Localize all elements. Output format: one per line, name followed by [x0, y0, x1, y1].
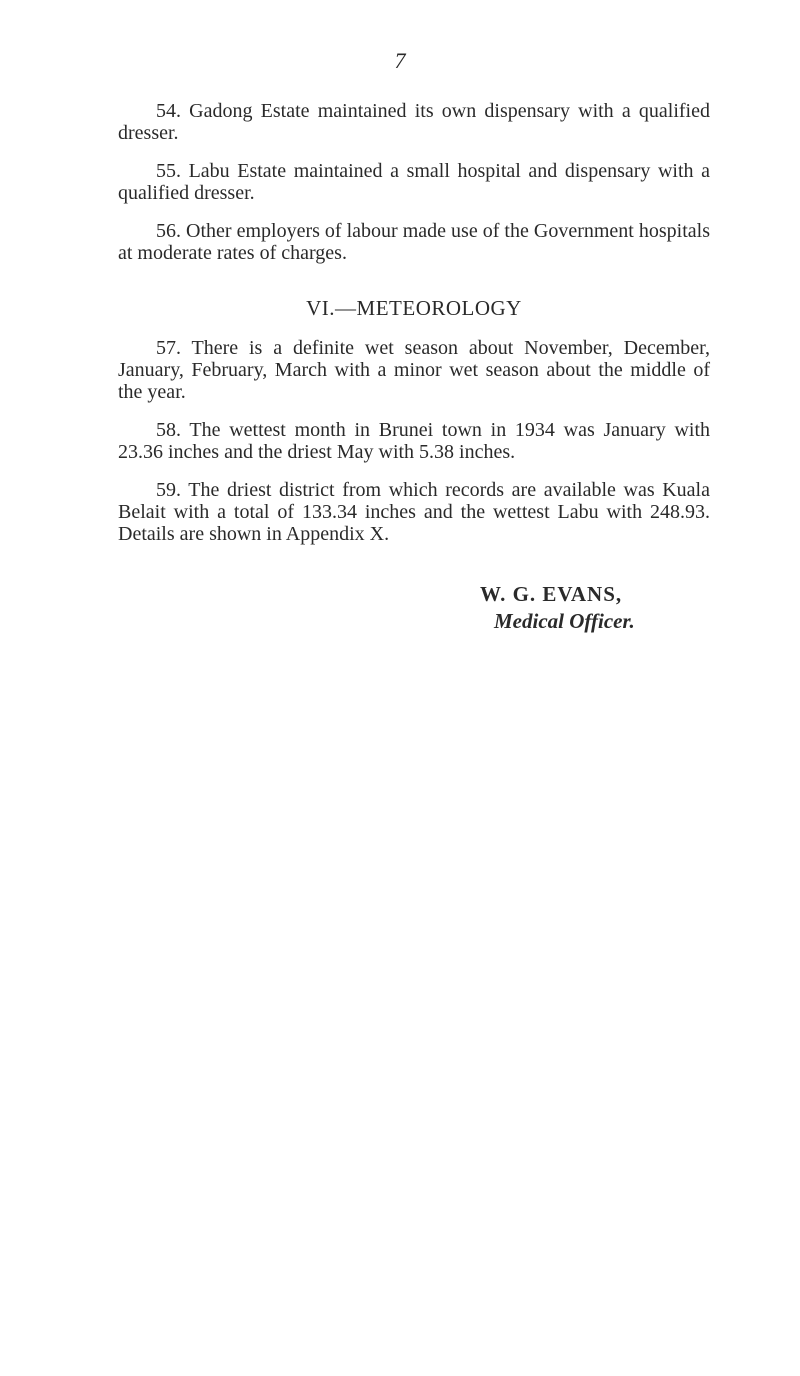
signature-block: [118, 581, 710, 635]
paragraph-59: 59. The driest district from which records are available was Kuala Belait with a total of 133.34 inches and the wettest Labu with 248.93. Details are shown in Appendix X.: [118, 479, 710, 545]
paragraph-56: 56. Other employers of labour made use of the Government hospitals at moderate rates of charges.: [118, 220, 710, 264]
signature-name: W. G. EVANS,: [480, 582, 623, 606]
section-heading-meteorology: VI.—METEOROLOGY: [306, 296, 522, 320]
paragraph-57: 57. There is a definite wet season about November, December, January, February, March with a minor wet season about the middle of the year.: [118, 337, 710, 403]
paragraph-54: 54. Gadong Estate maintained its own dispensary with a qualified dresser.: [118, 100, 710, 144]
page-number: 7: [394, 48, 406, 73]
signature-title: Medical Officer.: [494, 609, 635, 633]
paragraph-55: 55. Labu Estate maintained a small hospital and dispensary with a qualified dresser.: [118, 160, 710, 204]
document-body: [118, 100, 710, 635]
paragraph-58: 58. The wettest month in Brunei town in 1934 was January with 23.36 inches and the driest May with 5.38 inches.: [118, 419, 710, 463]
